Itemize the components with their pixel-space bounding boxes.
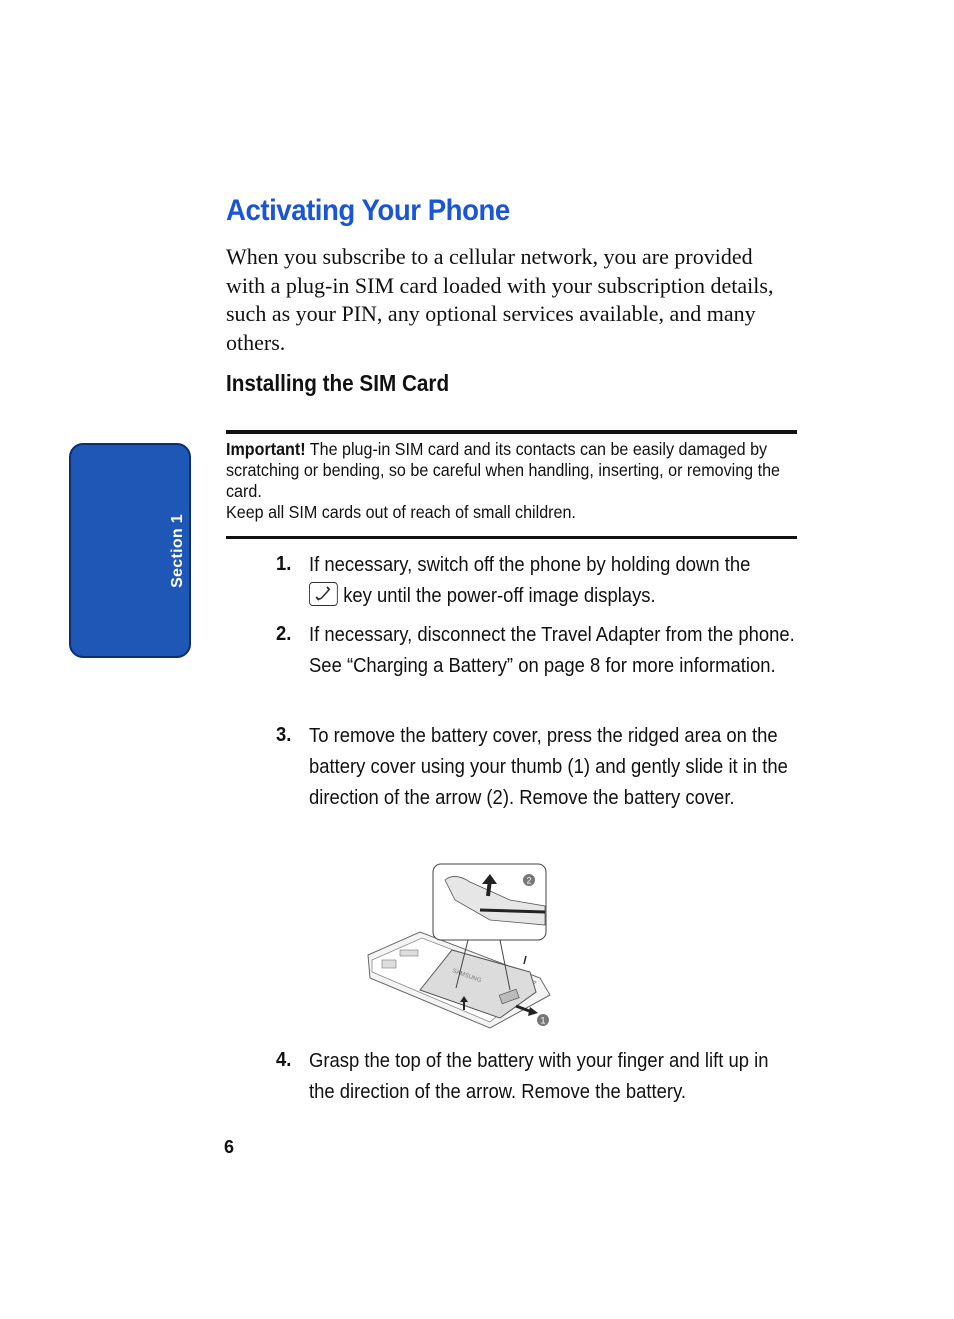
step-number: 4.: [276, 1049, 292, 1071]
important-note: Keep all SIM cards out of reach of small children.: [226, 502, 576, 522]
section-tab-label: Section 1: [169, 514, 186, 588]
intro-paragraph: When you subscribe to a cellular network, you are provided with a plug-in SIM card loaded with your subscription details, such as your PIN, any optional services available, and many others.: [226, 244, 774, 355]
step-text: [309, 549, 795, 611]
important-label: Important!: [226, 439, 306, 459]
step-number: 3.: [276, 724, 292, 746]
step-text-a: If necessary, switch off the phone by holding down the: [309, 553, 751, 576]
page-number: 6: [224, 1137, 235, 1157]
brand-mark: SAMSUNG: [451, 968, 482, 985]
step-text: Grasp the top of the battery with your finger and lift up in the direction of the arrow. Remove the battery.: [309, 1049, 769, 1103]
section-heading: Installing the SIM Card: [226, 370, 450, 396]
step-number: 1.: [276, 553, 292, 575]
end-key-icon: [309, 582, 338, 606]
important-text: [226, 439, 787, 502]
battery-cover-illustration: [360, 860, 555, 1035]
important-body: The plug-in SIM card and its contacts can be easily damaged by scratching or bending, so be careful when handling, inserting, or removing the card.: [226, 439, 780, 501]
callout-1: 1: [540, 1015, 546, 1026]
step-text-b: key until the power-off image displays.: [343, 584, 656, 607]
step-number: 2.: [276, 623, 292, 645]
step-text: To remove the battery cover, press the ridged area on the battery cover using your thumb (1) and gently slide it in the direction of the arrow (2). Remove the battery cover.: [309, 724, 788, 809]
callout-2: 2: [526, 875, 532, 886]
important-notice: [226, 430, 797, 539]
page-title: Activating Your Phone: [226, 194, 510, 227]
step-text: If necessary, disconnect the Travel Adapter from the phone. See “Charging a Battery” on page 8 for more information.: [309, 623, 795, 677]
